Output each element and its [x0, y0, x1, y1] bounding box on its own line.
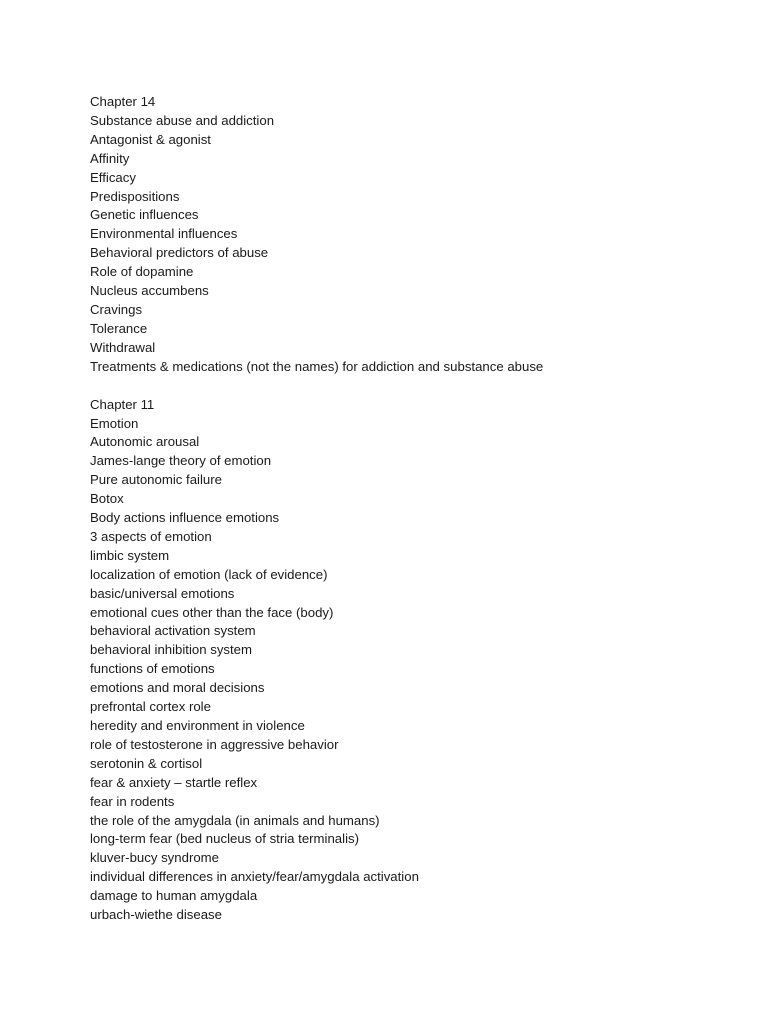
topic-item: Pure autonomic failure — [90, 472, 222, 488]
topic-item: prefrontal cortex role — [90, 699, 211, 715]
topic-item: basic/universal emotions — [90, 585, 235, 601]
topic-item: Withdrawal — [90, 339, 156, 355]
chapter-heading: Chapter 14 — [90, 94, 156, 109]
topic-item: heredity and environment in violence — [90, 718, 305, 733]
topic-item: Substance abuse and addiction — [90, 112, 275, 128]
document-page — [90, 93, 730, 925]
topic-item: Environmental influences — [90, 226, 238, 242]
topic-item: Efficacy — [90, 169, 136, 185]
topic-item: functions of emotions — [90, 661, 215, 677]
topic-item: Genetic influences — [90, 207, 199, 223]
chapter-heading: Chapter 11 — [90, 396, 155, 412]
topic-item: Antagonist & agonist — [90, 131, 211, 147]
topic-item: individual differences in anxiety/fear/amygdala activation — [90, 869, 419, 885]
topic-item: Botox — [90, 491, 124, 507]
topic-item: Treatments & medications (not the names) for addiction and substance abuse — [90, 358, 544, 374]
topic-item: long-term fear (bed nucleus of stria terminalis) — [90, 831, 359, 847]
topic-item: urbach-wiethe disease — [90, 907, 222, 923]
topic-item: 3 aspects of emotion — [90, 528, 212, 544]
topic-item: Autonomic arousal — [90, 434, 200, 450]
topic-item: Nucleus accumbens — [90, 283, 209, 299]
topic-item: behavioral inhibition system — [90, 642, 252, 658]
topic-item: Cravings — [90, 301, 143, 317]
topic-item: Tolerance — [90, 320, 148, 336]
topic-item: limbic system — [90, 547, 170, 563]
topic-item: Behavioral predictors of abuse — [90, 245, 269, 261]
topic-item: kluver-bucy syndrome — [90, 850, 219, 866]
topic-item: Affinity — [90, 150, 130, 166]
topic-item: fear in rodents — [90, 793, 175, 809]
topic-item: Role of dopamine — [90, 264, 194, 280]
topic-item: James-lange theory of emotion — [90, 453, 272, 469]
topic-item: Emotion — [90, 415, 139, 431]
topic-item: the role of the amygdala (in animals and humans) — [90, 812, 380, 828]
topic-item: damage to human amygdala — [90, 888, 258, 904]
topic-item: Body actions influence emotions — [90, 510, 280, 526]
chapter-11-section — [90, 396, 730, 925]
topic-item: role of testosterone in aggressive behavior — [90, 736, 339, 752]
topic-item: Predispositions — [90, 188, 180, 204]
topic-item: fear & anxiety – startle reflex — [90, 774, 258, 790]
topic-item: serotonin & cortisol — [90, 755, 203, 771]
topic-item: emotions and moral decisions — [90, 680, 265, 696]
chapter-14-section — [90, 93, 730, 377]
topic-item: emotional cues other than the face (body) — [90, 604, 334, 620]
topic-item: localization of emotion (lack of evidence) — [90, 566, 328, 582]
topic-item: behavioral activation system — [90, 623, 256, 639]
